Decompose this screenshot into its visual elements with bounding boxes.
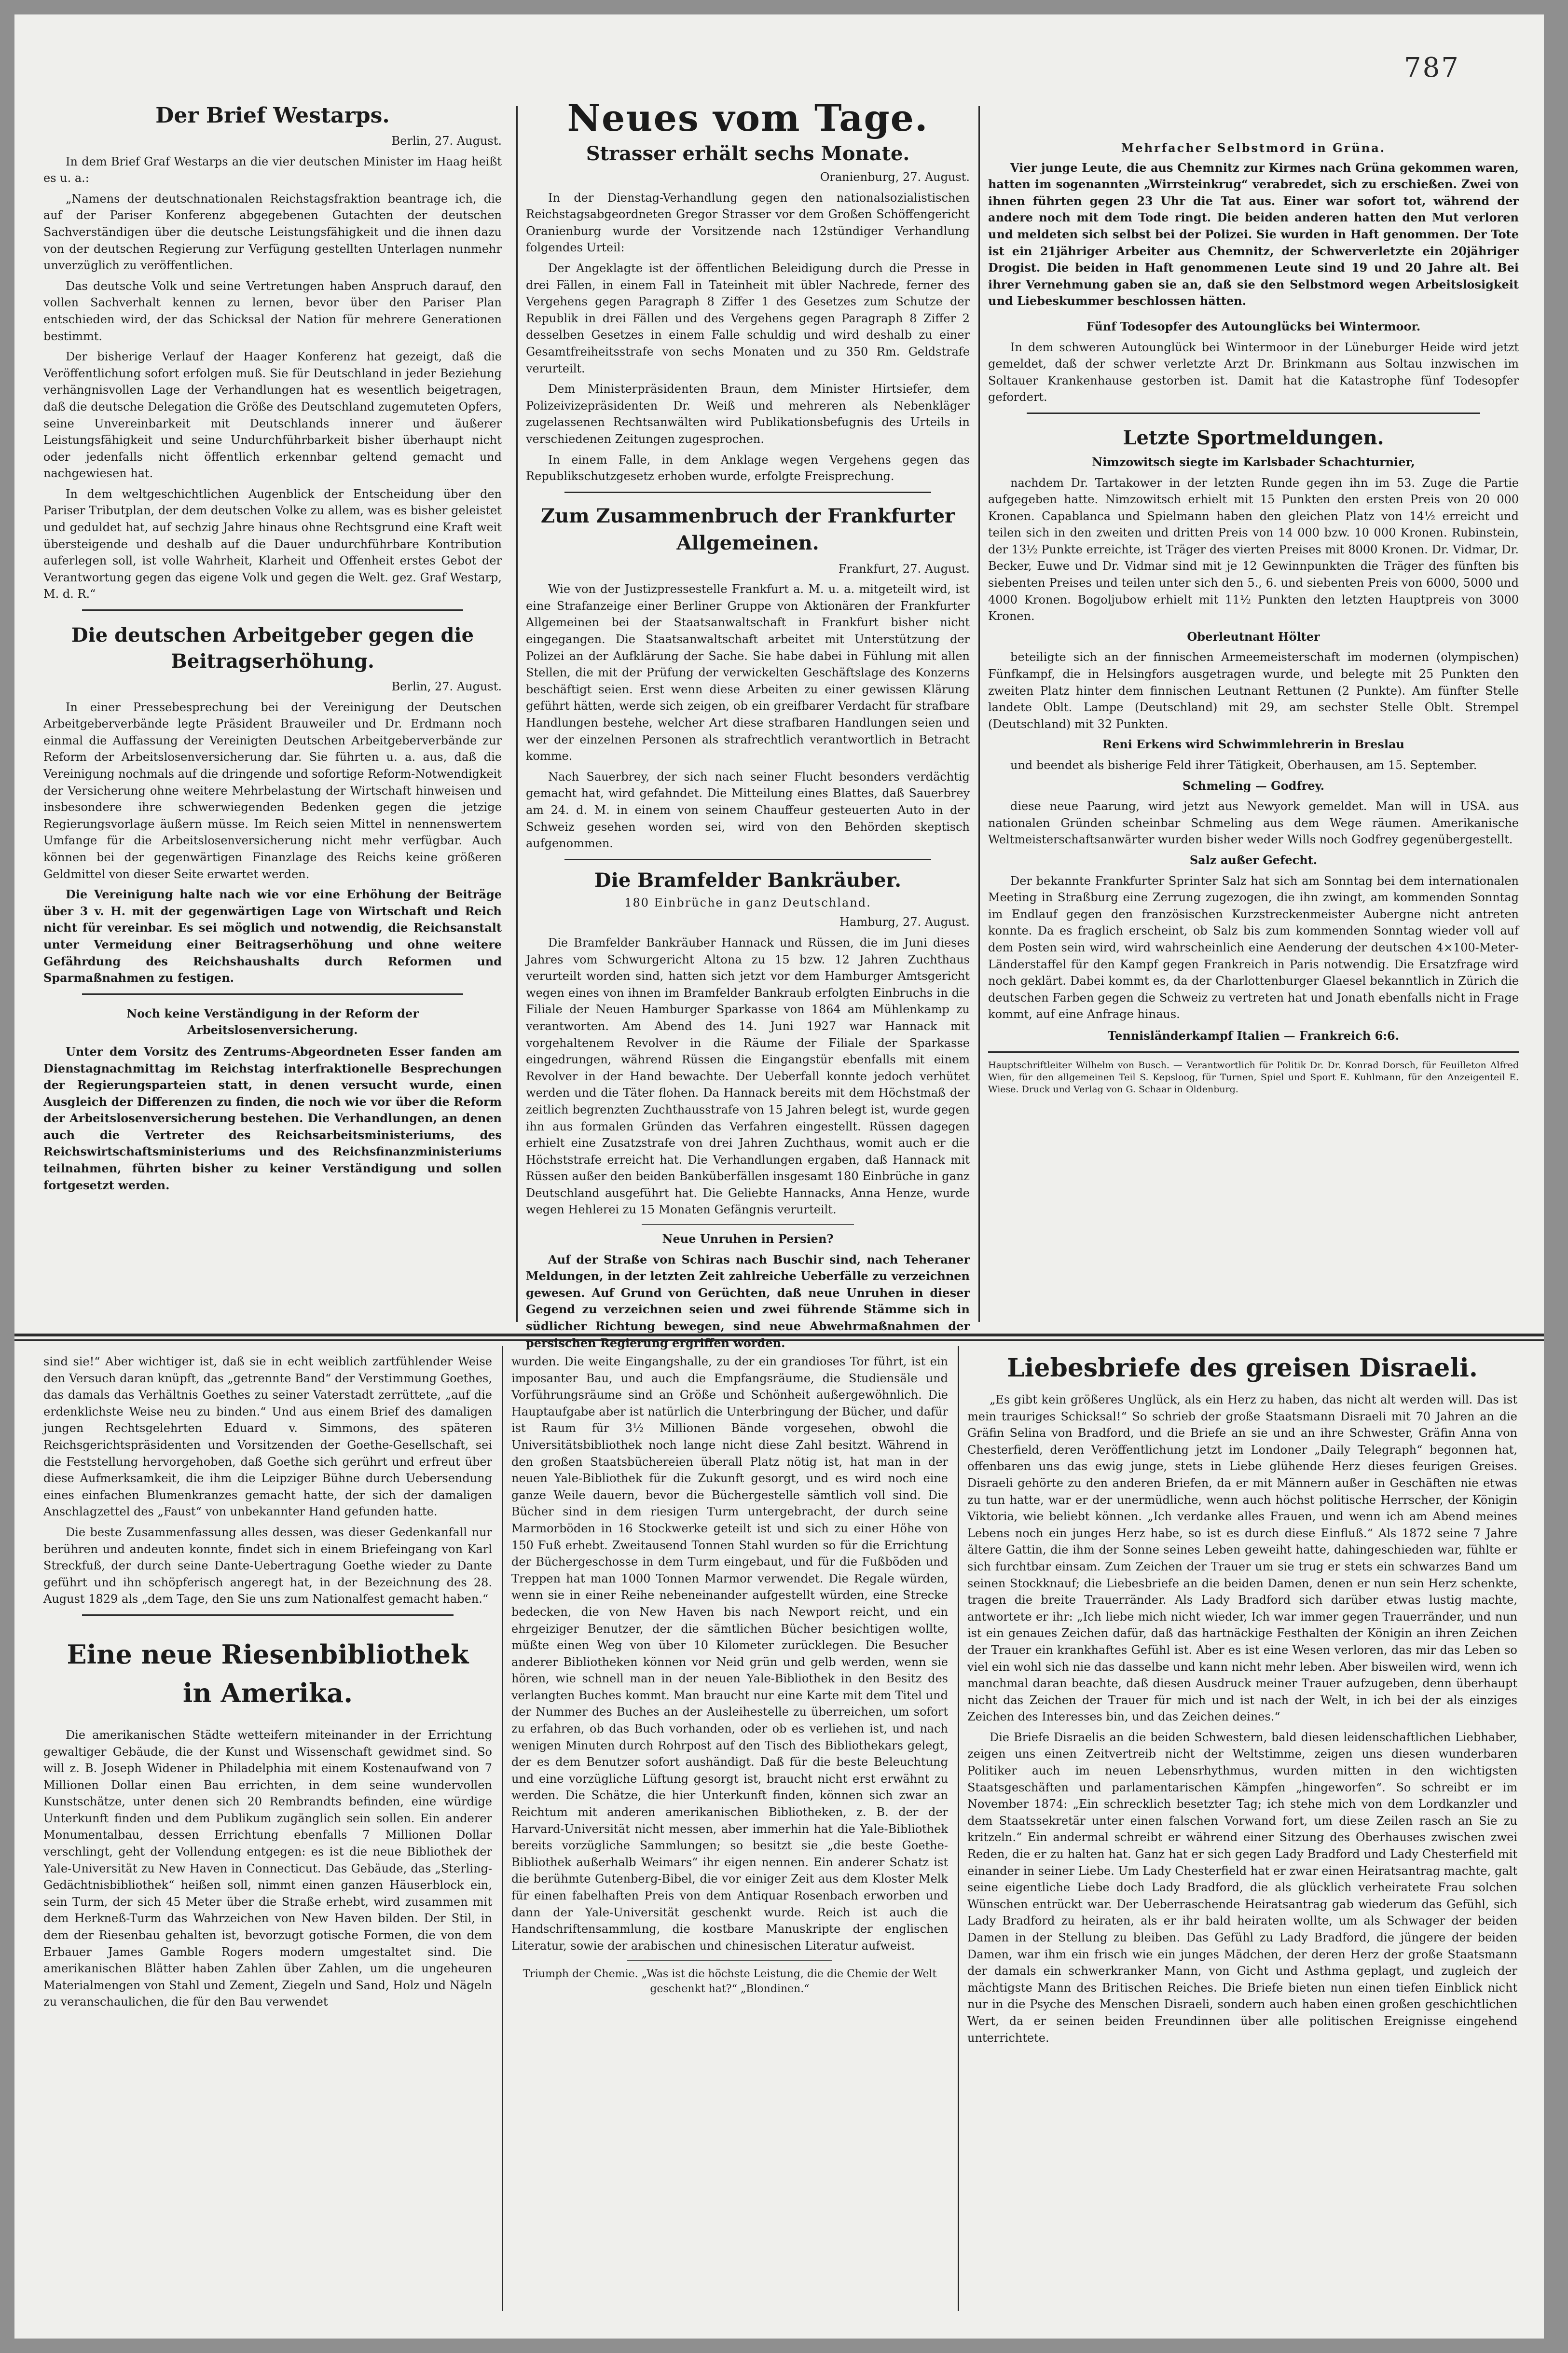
paragraph: Auf der Straße von Schiras nach Buschir sind, nach Teheraner Meldungen, in der letzten Zeit zahlreiche Ueberfälle zu verzeichnen gewesen. Auf Grund von Gerüchten, daß neue Unruhen in dieser Gegend zu verzeichnen seien und zwei führende Stämme sich in südlicher Richtung bewegen, sind neue Abwehrmaßnahmen der persischen Regierung ergriffen worden. [526, 1252, 970, 1350]
dateline: Frankfurt, 27. August. [838, 562, 970, 576]
column-rule [516, 106, 518, 1322]
sport-subhead: Salz außer Gefecht. [1189, 853, 1318, 867]
article-rule [642, 1224, 854, 1225]
paragraph: nachdem Dr. Tartakower in der letzten Runde gegen ihn im 53. Zuge die Partie aufgegeben hatte. Nimzowitsch erhielt mit 15 Punkten den ersten Preis von 20 000 Kronen. Capablanca und Spielmann haben den gleichen Platz von 14½ erreicht und teilen sich in den zweiten und dritten Preis von 14 000 bzw. 10 000 Kronen. Rubinstein, der 13½ Punkte erreichte, ist Träger des vierten Preises mit 8000 Kronen. Dr. Vidmar, Dr. Becker, Euwe und Dr. Vidmar sind mit je 12 Gewinnpunkten die Träger des fünften bis siebenten Preises und teilen unter sich den 5., 6. und siebenten Preis von 6000, 5000 und 4000 Kronen. Bogoljubow erhielt mit 11½ Punkten den letzten Hauptpreis von 3000 Kronen. [988, 476, 1519, 623]
paragraph: Wie von der Justizpressestelle Frankfurt a. M. u. a. mitgeteilt wird, ist eine Strafanzeige einer Berliner Gruppe von Aktionären der Frankfurter Allgemeinen bei der Staatsanwaltschaft in Frankfurt bisher nicht eingegangen. Die Staatsanwaltschaft arbeitet mit Unterstützung der Polizei an der Aufklärung der Sache. Sie habe dabei in Fühlung mit allen Stellen, die mit der Prüfung der verwickelten Geschäftslage des Konzerns beschäftigt seien. Erst wenn diese Arbeiten zu einer gewissen Klärung geführt hätten, werde sich zeigen, ob ein greifbarer Verdacht für strafbare Handlungen bestehe, welcher Art diese strafbaren Handlungen seien und wer der einzelnen Personen als strafrechtlich verantwortlich in Betracht komme. [526, 582, 970, 763]
headline-riesenbibliothek: Eine neue Riesenbibliothek in Amerika. [67, 1638, 469, 1708]
article-rule [627, 1960, 832, 1961]
dateline: Berlin, 27. August. [391, 680, 502, 694]
bottom-column-middle [511, 1353, 948, 2323]
paragraph: Das deutsche Volk und seine Vertretungen haben Anspruch darauf, den vollen Sachverhalt kennen zu lernen, bevor über den Pariser Plan entschieden wird, der das Schicksal der Nation für mehrere Generationen bestimmt. [43, 279, 502, 343]
paragraph: diese neue Paarung, wird jetzt aus Newyork gemeldet. Man will in USA. aus nationalen Gründen scheinbar Schmeling aus dem Wege räumen. Amerikanische Weltmeisterschaftsanwärter wurden bisher weder Wills noch Godfrey gegenübergestellt. [988, 799, 1519, 847]
headline-frankfurter: Zum Zusammenbruch der Frankfurter Allgemeinen. [540, 504, 955, 554]
headline-sport: Letzte Sportmeldungen. [1123, 426, 1384, 449]
article-rule [82, 993, 463, 995]
column-middle [526, 96, 970, 1350]
article-rule [82, 1614, 454, 1616]
dateline: Oranienburg, 27. August. [820, 170, 970, 184]
paragraph: In einem Falle, in dem Anklage wegen Vergehens gegen das Republikschutzgesetz erhoben wurde, erfolgte Freisprechung. [526, 453, 970, 483]
dateline: Hamburg, 27. August. [839, 915, 970, 929]
paragraph: Die amerikanischen Städte wetteifern miteinander in der Errichtung gewaltiger Gebäude, die der Kunst und Wissenschaft gewidmet sind. So will z. B. Joseph Widener in Philadelphia mit einem Kostenaufwand von 7 Millionen Dollar einen Bau errichten, in dem seine wundervollen Kunstschätze, unter denen sich 20 Rembrandts befinden, eine würdige Unterkunft finden und dem Publikum zugänglich sein sollen. Ein anderer Monumentalbau, dessen Errichtung ebenfalls 7 Millionen Dollar verschlingt, geht der Vollendung entgegen: es ist die neue Bibliothek der Yale-Universität zu New Haven in Connecticut. Das Gebäude, das „Sterling-Gedächtnisbibliothek“ heißen soll, nimmt einen ganzen Häuserblock ein, sein Turm, der sich 45 Meter über die Straße erhebt, wird zusammen mit dem Herkneß-Turm das Wahrzeichen von New Haven bilden. Der Stil, in dem der Riesenbau gehalten ist, bevorzugt gotische Formen, die von dem Erbauer James Gamble Rogers modern umgestaltet sind. Die amerikanischen Blätter haben Zahlen über Zahlen, um die ungeheuren Materialmengen von Stahl und Zement, Ziegeln und Sand, Holz und Nägeln zu veranschaulichen, die für den Bau verwendet [43, 1728, 492, 2009]
sport-subhead: Oberleutnant Hölter [1187, 629, 1320, 644]
headline-persien: Neue Unruhen in Persien? [662, 1232, 834, 1246]
paragraph: Unter dem Vorsitz des Zentrums-Abgeordneten Esser fanden am Dienstagnachmittag im Reichstag interfraktionelle Besprechungen der Regierungsparteien statt, in denen versucht wurde, einen Ausgleich der Differenzen zu finden, die noch wie vor über die Reform der Arbeitslosenversicherung bestehen. Die Verhandlungen, an denen auch die Vertreter des Reichsarbeitsministeriums, des Reichswirtschaftsministeriums und des Reichsfinanzministeriums teilnahmen, führten bisher zu keiner Verständigung und sollen fortgesetzt werden. [43, 1044, 502, 1192]
article-rule [564, 492, 931, 493]
sport-subhead: Nimzowitsch siegte im Karlsbader Schachturnier, [1092, 454, 1415, 469]
column-rule [978, 106, 980, 1322]
imprint: Hauptschriftleiter Wilhelm von Busch. — Verantwortlich für Politik Dr. Dr. Konrad Dorsch, für Feuilleton Alfred Wien, für den allgemeinen Teil S. Kepsloog, für Turnen, Spiel und Sport E. Kuhlmann, für den Anzeigenteil E. Wiese. Druck und Verlag von G. Schaar in Oldenburg. [988, 1060, 1519, 1095]
paragraph: In der Dienstag-Verhandlung gegen den nationalsozialistischen Reichstagsabgeordneten Gregor Strasser vor dem Großen Schöffengericht Oranienburg wurde der Vorsitzende nach 12stündiger Verhandlung folgendes Urteil: [526, 191, 970, 255]
headline-westarp: Der Brief Westarps. [155, 103, 390, 128]
paragraph: sind sie!“ Aber wichtiger ist, daß sie in echt weiblich zartfühlender Weise den Versuch daran knüpft, das „getrennte Band“ der Verstimmung Goethes, das damals das Verhältnis Goethes zu seiner Vaterstadt zerrüttete, „auf die erdenklichste Weise neu zu binden.“ Und aus einem Brief des damaligen jungen Rechtsgelehrten Eduard v. Simmons, des späteren Reichsgerichtspräsidenten und Vorsitzenden der Goethe-Gesellschaft, sei die Feststellung hervorgehoben, daß Goethe sich gerührt und erfreut über diese Aufmerksamkeit, die ihm die Leipziger Bühne durch Uebersendung eines einfachen Blumenkranzes gemacht hatte, der sich der damaligen Anschlagzettel des „Faust“ von unbekannter Hand gefunden hatte. [43, 1355, 492, 1519]
paragraph: Die beste Zusammenfassung alles dessen, was dieser Gedenkanfall nur berühren und andeuten konnte, findet sich in einem Briefeingang von Karl Streckfuß, der durch seine Dante-Uebertragung Goethe wieder zu Dante geführt und ihn schöpferisch angeregt hat, in der Bezeichnung des 28. August 1829 als „dem Tage, den Sie uns zum Nationalfest gemacht haben.“ [43, 1525, 492, 1606]
column-rule [958, 1346, 959, 2311]
paragraph: beteiligte sich an der finnischen Armeemeisterschaft im modernen (olympischen) Fünfkampf, die in Helsingfors ausgetragen wurde, und belegte mit 25 Punkten den zweiten Platz hinter dem finnischen Leutnant Rettunen (2 Punkte). Am fünfter Stelle landete Oblt. Lampe (Deutschland) mit 29, am sechster Stelle Oblt. Strempel (Deutschland) mit 32 Punkten. [988, 650, 1519, 731]
paragraph: In einer Pressebesprechung bei der Vereinigung der Deutschen Arbeitgeberverbände legte Präsident Brauweiler und Dr. Erdmann noch einmal die Auffassung der Vereinigten Deutschen Arbeitgeberverbände zur Reform der Arbeitslosenversicherung dar. Sie führten u. a. aus, daß die Vereinigung nochmals auf die dringende und sofortige Reform-Notwendigkeit der Versicherung ohne weitere Mehrbelastung der Wirtschaft hinweisen und insbesondere ihre schwerwiegenden Bedenken gegen die jetzige Regierungsvorlage äußern müsse. Im Reich seien Mittel in nennenswertem Umfange für die Arbeitslosenversicherung nicht mehr verfügbar. Auch können bei der gegenwärtigen Finanzlage des Reichs keine größeren Geldmittel von dieser Seite erwartet werden. [43, 700, 502, 881]
sport-result: Tennisländerkampf Italien — Frankreich 6:6. [1107, 1028, 1400, 1043]
sport-subhead: Reni Erkens wird Schwimmlehrerin in Breslau [1102, 737, 1404, 752]
dateline: Berlin, 27. August. [391, 134, 502, 148]
masthead: Neues vom Tage. [567, 96, 929, 139]
paragraph: und beendet als bisherige Feld ihrer Tätigkeit, Oberhausen, am 15. September. [1010, 758, 1477, 772]
subheadline: 180 Einbrüche in ganz Deutschland. [624, 895, 871, 909]
newspaper-page [14, 14, 1544, 2339]
headline-autounglueck: Fünf Todesopfer des Autounglücks bei Wintermoor. [1086, 319, 1421, 333]
headline-verstaendigung: Noch keine Verständigung in der Reform der Arbeitslosenversicherung. [126, 1006, 419, 1037]
paragraph: „Namens der deutschnationalen Reichstagsfraktion beantrage ich, die auf der Pariser Konferenz abgegebenen Gutachten der deutschen Sachverständigen über die deutsche Leistungsfähigkeit und die ihnen dazu von der deutschen Regierung zur Verfügung gestellten Unterlagen nunmehr unverzüglich zu veröffentlichen. [43, 192, 502, 273]
headline-disraeli: Liebesbriefe des greisen Disraeli. [1007, 1353, 1478, 1383]
column-right [988, 140, 1519, 1327]
paragraph: Die Briefe Disraelis an die beiden Schwestern, bald diesen leidenschaftlichen Liebhaber, zeigen uns einen Zeitvertreib nicht der Weltstimme, zeigen uns diesen wunderbaren Politiker auch im neuen Lebensrhythmus, wurden mitten in den wichtigsten Staatsgeschäften und parlamentarischen Kämpfen „hingeworfen“. So schreibt er im November 1874: „Ein schrecklich besetzter Tag; ich stehe mich von dem Lordkanzler und dem Staatssekretär unter einen falschen Vorwand fort, um diese Zeilen rasch an Sie zu kritzeln.“ Ein andermal schreibt er während einer Sitzung des Oberhauses zwischen zwei Reden, die er zu halten hat. Ganz hat er sich gegen Lady Bradford und Lady Chesterfield mit einander in seiner Liebe. Um Lady Chesterfield hat er zwar einen Heiratsantrag machte, galt seine eigentliche Liebe doch Lady Bradford, die als glücklich verheiratete Frau solchen Wünschen entrückt war. Der Ueberraschende Heiratsantrag gab wiederum das Gefühl, sich Lady Bradford zu heiraten, als er ihr bald heiraten wollte, um als Schwager der beiden Damen in der Stellung zu bleiben. Das Gefühl zu Lady Bradford, die jüngere der beiden Damen, war ihm ein frisch wie ein junges Mädchen, der deren Herz der große Staatsmann der damals ein schwerkranker Mann, von Gicht und Asthma geplagt, und zugleich der mächtigste Mann des Britischen Reiches. Die Briefe bieten nun einen tiefen Einblick nicht nur in die Psyche des Menschen Disraeli, sondern auch haben einen großen geschichtlichen Wert, da er seinen beiden Freundinnen über alle politischen Ereignisse eingehend unterrichtete. [967, 1730, 1517, 2045]
article-rule [564, 859, 931, 860]
paragraph: Dem Ministerpräsidenten Braun, dem Minister Hirtsiefer, dem Polizeivizepräsidenten Dr. Weiß und mehreren als Nebenkläger zugelassenen Rechtsanwälten wird Publikationsbefugnis des Urteils in verschiedenen Zeitungen zugesprochen. [526, 382, 970, 446]
bottom-column-right [967, 1353, 1517, 2323]
paragraph: Die Vereinigung halte nach wie vor eine Erhöhung der Beiträge über 3 v. H. mit der gegenwärtigen Lage von Wirtschaft und Reich nicht für vereinbar. Es sei möglich und notwendig, die Reichsanstalt unter Vermeidung einer Beitragserhöhung und ohne weitere Gefährdung des Reichshaushalts durch Reformen und Sparmaßnahmen zu festigen. [43, 887, 502, 985]
headline-strasser: Strasser erhält sechs Monate. [586, 142, 910, 165]
paragraph: In dem Brief Graf Westarps an die vier deutschen Minister im Haag heißt es u. a.: [43, 154, 502, 185]
bottom-column-left [43, 1353, 492, 2323]
paragraph: Der Angeklagte ist der öffentlichen Beleidigung durch die Presse in drei Fällen, in einem Fall in Tateinheit mit übler Nachrede, ferner des Vergehens gegen Paragraph 8 Ziffer 1 des Gesetzes zum Schutze der Republik in drei Fällen und des Vergehens gegen Paragraph 8 Ziffer 2 desselben Gesetzes in einem Falle schuldig und wird deshalb zu einer Gesamtfreiheitsstrafe von sechs Monaten und zu 350 Rm. Geldstrafe verurteilt. [526, 261, 970, 375]
article-rule [1027, 413, 1480, 414]
paragraph: Die Bramfelder Bankräuber Hannack und Rüssen, die im Juni dieses Jahres vom Schwurgericht Altona zu 15 bzw. 12 Jahren Zuchthaus verurteilt worden sind, hatten sich jetzt vor dem Hamburger Amtsgericht wegen eines von ihnen im Bramfelder Bankraub erfolgten Einbruchs in die Filiale der Neuen Hamburger Sparkasse von 1864 am Mühlenkamp zu verantworten. Am Abend des 14. Juni 1927 war Hannack mit vorgehaltenem Revolver in die Räume der Filiale der Sparkasse eingedrungen, während Rüssen die Eingangstür ebenfalls mit einem Revolver in der Hand bewachte. Der Ueberfall konnte jedoch verhütet werden und die Täter flohen. Da Hannack bereits mit dem Höchstmaß der zeitlich begrenzten Zuchthausstrafe von 15 Jahren belegt ist, wurde gegen ihn aus formalen Gründen das Verfahren eingestellt. Rüssen dagegen erhielt eine Zusatzstrafe von drei Jahren Zuchthaus, womit auch er die Höchststrafe erreicht hat. Die Verhandlungen ergaben, daß Hannack mit Rüssen außer den beiden Banküberfällen insgesamt 180 Einbrüche in ganz Deutschland ausgeführt hat. Die Geliebte Hannacks, Anna Henze, wurde wegen Hehlerei zu 15 Monaten Gefängnis verurteilt. [526, 936, 970, 1217]
paragraph: Der bisherige Verlauf der Haager Konferenz hat gezeigt, daß die Veröffentlichung sofort erfolgen muß. Sie für Deutschland in jeder Beziehung verhängnisvollen Lage der Verhandlungen hat es wesentlich beigetragen, daß die deutsche Delegation die Größe des Deutschland zugemuteten Opfers, seine Unvereinbarkeit mit Deutschlands innerer und äußerer Leistungsfähigkeit und seine Undurchführbarkeit bisher überhaupt nicht oder jedenfalls nicht öffentlich erkennbar geltend gemacht und nachgewiesen hat. [43, 350, 502, 481]
article-rule [988, 1051, 1519, 1053]
column-rule [502, 1346, 503, 2311]
paragraph: Der bekannte Frankfurter Sprinter Salz hat sich am Sonntag bei dem internationalen Meeting in Straßburg eine Zerrung zugezogen, die ihn zwingt, am kommenden Sonntag im Endlauf gegen den französischen Kurzstreckenmeister Aubergne nicht antreten konnte. Da es fraglich erscheint, ob Salz bis zum kommenden Sonntag wieder voll auf dem Posten sein wird, wird wahrscheinlich eine Aenderung der deutschen 4×100-Meter-Länderstaffel für den Kampf gegen Frankreich in Paris notwendig. Die Ersatzfrage wird noch geklärt. Dabei kommt es, da der Charlottenburger Glaesel bekanntlich in Zürich die deutschen Farben gegen die Schweiz zu vertreten hat und Jonath ebenfalls nicht in Frage kommt, auf eine Anfrage hinaus. [988, 874, 1519, 1021]
paragraph: wurden. Die weite Eingangshalle, zu der ein grandioses Tor führt, ist ein imposanter Bau, und auch die Empfangsräume, die Studiensäle und Vorführungsräume sind an Größe und Schönheit außergewöhnlich. Die Hauptaufgabe aber ist natürlich die Unterbringung der Bücher, und dafür ist Raum für 3½ Millionen Bände vorgesehen, obwohl die Universitätsbibliothek noch lange nicht diese Zahl besitzt. Während in den großen Staatsbüchereien überall Platz nötig ist, hat man in der neuen Yale-Bibliothek für die Zukunft gesorgt, und es wird noch eine ganze Weile dauern, bevor die Büchergestelle sämtlich voll sind. Die Bücher sind in dem riesigen Turm untergebracht, der durch seine Marmorböden in 16 Stockwerke geteilt ist und sich zu einer Höhe von 150 Fuß erhebt. Zweitausend Tonnen Stahl wurden so für die Errichtung der Büchergeschosse in dem Turm eingebaut, und für die Fußböden und Treppen hat man 1000 Tonnen Marmor verwendet. Die Regale würden, wenn sie in einer Reihe nebeneinander aufgestellt würden, eine Strecke bedecken, die von New Haven bis nach Newport reicht, und ein ehrgeiziger Benutzer, der die sämtlichen Bücher besichtigen wollte, müßte einen Weg von über 10 Kilometer zurücklegen. Die Besucher anderer Bibliotheken können vor Neid grün und gelb werden, wenn sie hören, wie schnell man in der neuen Yale-Bibliothek in den Besitz des verlangten Buches kommt. Man braucht nur eine Karte mit dem Titel und der Nummer des Buches an der Ausleihestelle zu überreichen, um sofort zu erfahren, ob das Buch vorhanden, oder ob es verliehen ist, und nach wenigen Minuten durch Rohrpost auf den Tisch des Bibliothekars gelegt, der es dem Benutzer sofort aushändigt. Daß für die beste Beleuchtung und eine vorzügliche Lüftung gesorgt ist, braucht nicht erst erwähnt zu werden. Die Schätze, die hier Unterkunft finden, können sich zwar an Reichtum mit anderen amerikanischen Bibliotheken, z. B. der der Harvard-Universität nicht messen, aber immerhin hat die Yale-Bibliothek bereits vorzügliche Sammlungen; so besitzt sie „die beste Goethe-Bibliothek außerhalb Weimars“ ihr eigen nennen. Ein anderer Schatz ist die berühmte Gutenberg-Bibel, die vor einiger Zeit aus dem Kloster Melk für einen fabelhaften Preis von dem Antiquar Rosenbach erworben und dann der Yale-Universität geschenkt wurde. Reich ist auch die Handschriftensammlung, die kostbare Manuskripte der englischen Literatur, sowie der arabischen und chinesischen Literatur aufweist. [511, 1355, 948, 1953]
paragraph: Vier junge Leute, die aus Chemnitz zur Kirmes nach Grüna gekommen waren, hatten im sogenannten „Wirrsteinkrug“ verabredet, sich zu erschießen. Zwei von ihnen führten gegen 23 Uhr die Tat aus. Einer war sofort tot, während der andere noch mit dem Tode ringt. Die beiden anderen hatten den Mut verloren und meldeten sich selbst bei der Polizei. Sie wurden in Haft genommen. Der Tote ist ein 21jähriger Arbeiter aus Chemnitz, der Schwerverletzte ein 20jähriger Drogist. Die beiden in Haft genommenen Leute sind 19 und 20 Jahre alt. Bei ihrer Vernehmung gaben sie an, daß sie den Selbstmord wegen Arbeitslosigkeit und Liebeskummer beschlossen hätten. [988, 160, 1519, 308]
paragraph: „Es gibt kein größeres Unglück, als ein Herz zu haben, das nicht alt werden will. Das ist mein trauriges Schicksal!“ So schrieb der große Staatsmann Disraeli mit 70 Jahren an die Gräfin Selina von Bradford, und die Briefe an sie und an ihre Schwester, Gräfin Anna von Chesterfield, deren Veröffentlichung jetzt im Londoner „Daily Telegraph“ begonnen hat, offenbaren uns das ewig junge, stets in Liebe glühende Herz dieses feurigen Greises. Disraeli gehörte zu den anderen Briefen, da er mit Männern außer in Geschäften nie etwas zu tun hatte, war er der unermüdliche, wenn auch höchst politische Herrscher, der Königin Viktoria, wie beliebt können. „Ich verdanke alles Frauen, und wenn ich am Abend meines Lebens noch ein junges Herz habe, so ist es durch diese Einfluß.“ Als 1872 seine 7 Jahre ältere Gattin, die ihm der Sonne seines Leben geweiht hatte, dahingeschieden war, fühlte er sich furchtbar einsam. Zum Zeichen der Trauer um sie trug er stets ein schwarzes Band um seinen Stockknauf; die Liebesbriefe an die beiden Damen, denen er nun sein Herz schenkte, tragen die breite Trauerränder. Als Lady Bradford sich darüber etwas lustig machte, antwortete er ihr: „Ich liebe mich nicht wieder, Ich war immer gegen Trauerränder, und nun ist ein genaues Zeichen dafür, daß das hartnäckige Festhalten der Königin an ihren Zeichen der Trauer ein krankhaftes Gefühl ist. Aber es ist eine Wesen verloren, das mir das Leben so viel ein wohl sich nie das dasselbe und kann nicht mehr leben. Aber bisweilen wird, wenn ich manchmal daran beachte, daß diesen Ausdruck meiner Trauer aufzugeben, denn überhaupt nicht das Zeichen der Trauer für mich und ist nach der Welt, in ich bei der als einziges Zeichen des Interesses bin, und das Zeichen deines.“ [967, 1393, 1517, 1724]
paragraph: In dem weltgeschichtlichen Augenblick der Entscheidung über den Pariser Tributplan, der dem deutschen Volke zu allem, was es bisher geleistet und geduldet hat, auf sechzig Jahre hinaus ohne Rechtsgrund eine Kraft weit übersteigende und deshalb auf die Dauer undurchführbare Kontribution auferlegen soll, ist volle Wahrheit, Klarheit und Offenheit erstes Gebot der Verantwortung gegen das eigene Volk und gegen die Welt. gez. Graf Westarp, M. d. R.“ [43, 487, 502, 601]
article-rule [82, 609, 463, 611]
page-number: 787 [1404, 52, 1460, 83]
column-left [43, 96, 502, 1327]
headline-selbstmord: Mehrfacher Selbstmord in Grüna. [1121, 141, 1386, 155]
headline-arbeitgeber: Die deutschen Arbeitgeber gegen die Beitragserhöhung. [71, 624, 474, 673]
caption-joke: Triumph der Chemie. „Was ist die höchste Leistung, die die Chemie der Welt geschenkt hat?“ „Blondinen.“ [523, 1968, 937, 1995]
sport-subhead: Schmeling — Godfrey. [1182, 778, 1325, 793]
paragraph: Nach Sauerbrey, der sich nach seiner Flucht besonders verdächtig gemacht hat, wird gefahndet. Die Mitteilung eines Blattes, daß Sauerbrey am 24. d. M. in einem von seinem Chauffeur gesteuerten Auto in der Schweiz gesehen worden sei, wird von den Behörden skeptisch aufgenommen. [526, 770, 970, 851]
headline-bramfelder: Die Bramfelder Bankräuber. [594, 868, 901, 892]
paragraph: In dem schweren Autounglück bei Wintermoor in der Lüneburger Heide wird jetzt gemeldet, daß der schwer verletzte Arzt Dr. Brinkmann aus Soltau inzwischen im Soltauer Krankenhause gestorben ist. Damit hat die Katastrophe fünf Todesopfer gefordert. [988, 340, 1519, 404]
